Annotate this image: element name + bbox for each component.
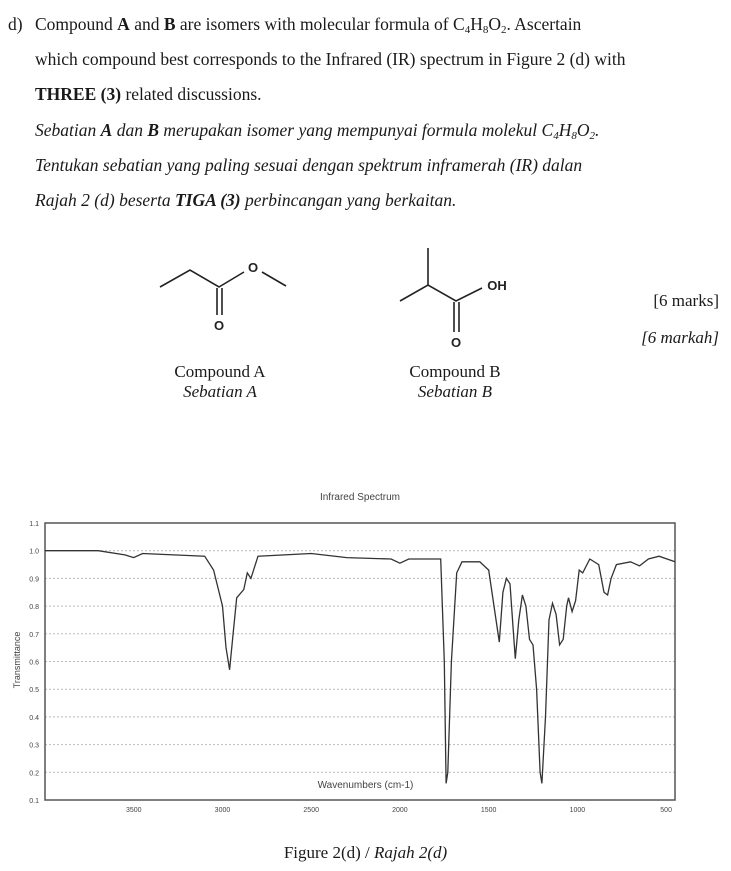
question-label: d) (8, 14, 23, 34)
compound-a-carbonyl-oxygen: O (213, 318, 225, 333)
question-en-line3: THREE (3) related discussions. (35, 84, 262, 104)
compound-b-structure (400, 248, 482, 332)
x-tick-label: 1000 (569, 807, 586, 814)
x-tick-label: 500 (660, 807, 672, 814)
y-tick-label: 0.6 (29, 659, 39, 667)
question-ms-line2: Tentukan sebatian yang paling sesuai dengan spektrum inframerah (IR) dalan (35, 155, 583, 175)
x-axis-label: Wavenumbers (cm-1) (317, 780, 414, 791)
compound-b-hydroxyl: OH (487, 278, 507, 293)
marks-ms: [6 markah] (641, 328, 719, 347)
y-tick-label: 0.9 (29, 576, 39, 584)
x-tick-label: 3500 (125, 807, 142, 814)
y-tick-label: 0.1 (29, 798, 39, 805)
y-tick-label: 0.5 (29, 687, 39, 695)
compound-a-caption: Compound A Sebatian A (174, 362, 266, 401)
spectrum-line (45, 551, 675, 784)
figure-caption: Figure 2(d) / Rajah 2(d) (283, 843, 448, 862)
x-tick-label: 2000 (392, 807, 408, 814)
y-tick-label: 0.7 (29, 631, 39, 639)
structures (0, 0, 731, 420)
plot-frame (45, 523, 675, 800)
marks-en: [6 marks] (653, 291, 719, 310)
y-axis-label: Transmittance (12, 631, 22, 689)
y-tick-label: 0.4 (29, 714, 39, 722)
x-tick-label: 2500 (303, 807, 319, 814)
x-tick-label: 1500 (480, 807, 497, 814)
y-tick-label: 0.3 (29, 742, 39, 750)
y-tick-label: 1.1 (29, 521, 39, 528)
question-en-line1: Compound A and B are isomers with molecular formula of $C_4H_8O_2$. Ascertain (35, 14, 582, 36)
x-tick-label: 3000 (214, 807, 231, 814)
compound-a-ester-oxygen: O (247, 260, 259, 275)
question-ms-line3: Rajah 2 (d) beserta TIGA (3) perbincangan yang berkaitan. (35, 190, 457, 210)
question-ms-line1: Sebatian A dan B merupakan isomer yang mempunyai formula molekul $C_4H_8O_2$. (35, 120, 600, 142)
chart-title: Infrared Spectrum (319, 492, 401, 503)
compound-b-carbonyl-oxygen: O (450, 335, 462, 350)
y-tick-label: 1.0 (29, 548, 39, 556)
question-en-line2: which compound best corresponds to the Infrared (IR) spectrum in Figure 2 (d) with (35, 49, 626, 69)
y-tick-label: 0.2 (29, 770, 39, 778)
compound-a-structure (160, 270, 286, 315)
ir-spectrum-chart (0, 480, 731, 814)
y-tick-label: 0.8 (29, 604, 39, 612)
compound-b-caption: Compound B Sebatian B (409, 362, 501, 401)
